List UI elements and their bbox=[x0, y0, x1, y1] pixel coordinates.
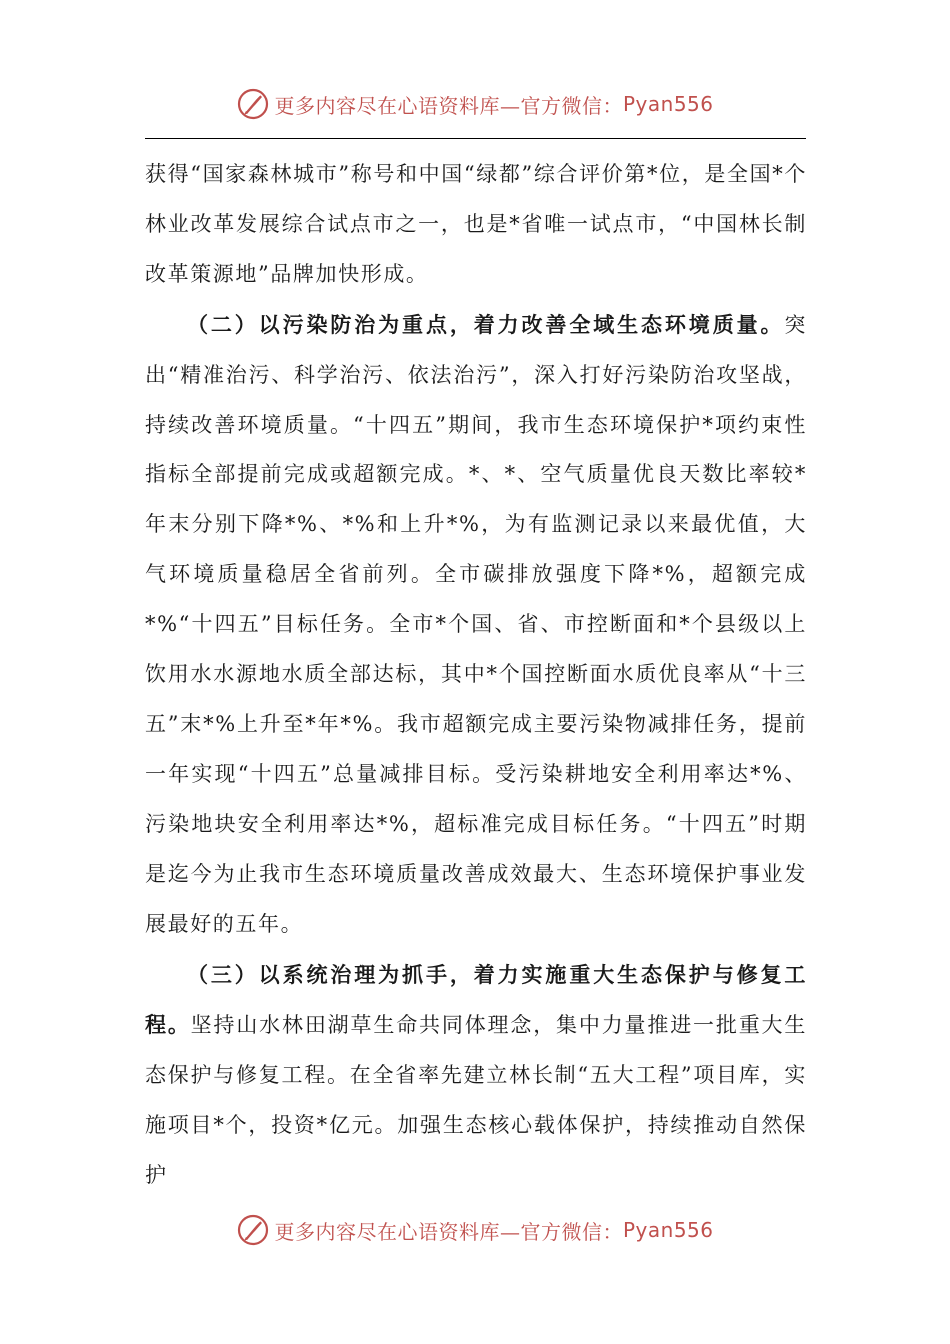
header-banner bbox=[0, 84, 950, 124]
footer-banner bbox=[0, 1210, 950, 1250]
paragraph-text: 获得“国家森林城市”称号和中国“绿都”综合评价第*位，是全国*个林业改革发展综合试点市之一，也是*省唯一试点市，“中国林长制改革策源地”品牌加快形成。 bbox=[145, 162, 807, 286]
header-banner-text: 更多内容尽在心语资料库—官方微信： bbox=[274, 93, 623, 118]
footer-wechat-id: Pyan556 bbox=[622, 1218, 714, 1242]
paragraph-text: 坚持山水林田湖草生命共同体理念，集中力量推进一批重大生态保护与修复工程。在全省率先建立林长制“五大工程”项目库，实施项目*个，投资*亿元。加强生态核心载体保护，持续推动自然保护 bbox=[145, 1013, 807, 1188]
paragraph-continuation bbox=[145, 150, 807, 300]
section-heading: （二）以污染防治为重点，着力改善全域生态环境质量。 bbox=[187, 311, 785, 337]
quill-logo-icon bbox=[236, 87, 270, 121]
footer-banner-text: 更多内容尽在心语资料库—官方微信： bbox=[274, 1219, 623, 1244]
paragraph-text: 突出“精准治污、科学治污、依法治污”，深入打好污染防治攻坚战，持续改善环境质量。“十四五”期间，我市生态环境保护*项约束性指标全部提前完成或超额完成。*、*、空气质量优良天数比率较*年末分别下降*%、*%和上升*%，为有监测记录以来最优值，大气环境质量稳居全省前列。全市碳排放强度下降*%，超额完成*%“十四五”目标任务。全市*个国、省、市控断面和*个县级以上饮用水水源地水质全部达标，其中*个国控断面水质优良率从“十三五”末*%上升至*年*%。我市超额完成主要污染物减排任务，提前一年实现“十四五”总量减排目标。受污染耕地安全利用率达*%、污染地块安全利用率达*%，超标准完成目标任务。“十四五”时期是迄今为止我市生态环境质量改善成效最大、生态环境保护事业发展最好的五年。 bbox=[145, 312, 807, 936]
header-divider bbox=[145, 138, 806, 139]
paragraph-section-2 bbox=[145, 300, 807, 950]
document-body bbox=[145, 150, 807, 1201]
paragraph-section-3 bbox=[145, 950, 807, 1202]
quill-logo-icon bbox=[236, 1213, 270, 1247]
section-heading: （三）以系统治理为抓手，着力实施重大生态保护与修复工程。 bbox=[145, 961, 807, 1038]
header-wechat-id: Pyan556 bbox=[622, 92, 714, 116]
